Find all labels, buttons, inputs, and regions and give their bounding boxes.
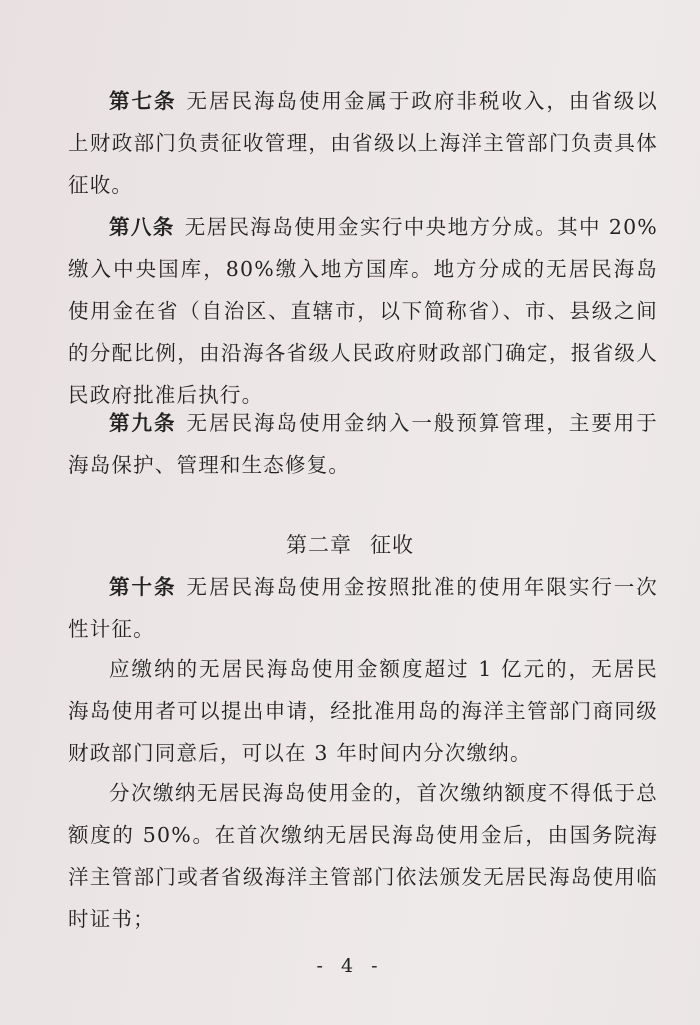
paragraph-installment [68, 648, 658, 774]
article-9-label: 第九条 [109, 411, 177, 435]
chapter-heading [0, 524, 700, 566]
chapter-number: 第二章 [286, 533, 352, 557]
page-number: - 4 - [316, 955, 384, 977]
article-9-text: 无居民海岛使用金纳入一般预算管理，主要用于海岛保护、管理和生态修复。 [68, 411, 658, 477]
article-7 [68, 80, 658, 206]
article-8-text: 无居民海岛使用金实行中央地方分成。其中 20%缴入中央国库，80%缴入地方国库。地方分成的无居民海岛使用金在省（自治区、直辖市，以下简称省）、市、县级之间的分配比例，由沿海各省级人民政府财政部门确定，报省级人民政府批准后执行。 [68, 215, 658, 407]
article-10-label: 第十条 [109, 575, 177, 599]
paragraph-installment-text: 应缴纳的无居民海岛使用金额度超过 1 亿元的，无居民海岛使用者可以提出申请，经批准用岛的海洋主管部门商同级财政部门同意后，可以在 3 年时间内分次缴纳。 [68, 657, 658, 765]
article-7-label: 第七条 [109, 89, 177, 113]
article-10 [68, 566, 658, 650]
article-9 [68, 402, 658, 486]
paragraph-first-payment [68, 772, 658, 940]
article-8-label: 第八条 [109, 215, 175, 239]
article-7-text: 无居民海岛使用金属于政府非税收入，由省级以上财政部门负责征收管理，由省级以上海洋主管部门负责具体征收。 [68, 89, 658, 197]
article-10-text: 无居民海岛使用金按照批准的使用年限实行一次性计征。 [68, 575, 658, 641]
paragraph-first-payment-text: 分次缴纳无居民海岛使用金的，首次缴纳额度不得低于总额度的 50%。在首次缴纳无居民海岛使用金后，由国务院海洋主管部门或者省级海洋主管部门依法颁发无居民海岛使用临时证书； [68, 781, 658, 931]
chapter-title: 征收 [370, 533, 414, 557]
article-8 [68, 206, 658, 416]
